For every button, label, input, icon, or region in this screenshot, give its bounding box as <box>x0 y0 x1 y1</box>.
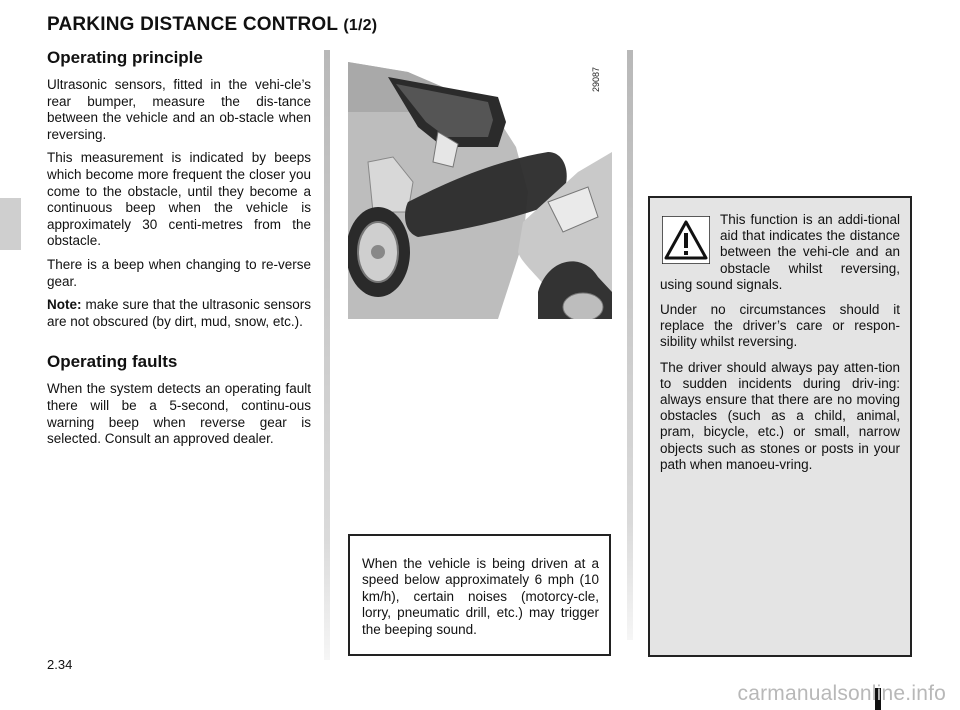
heading-operating-faults: Operating faults <box>47 352 178 372</box>
car-rear-illustration <box>348 52 612 319</box>
title-text: PARKING DISTANCE CONTROL <box>47 14 338 35</box>
left-column <box>47 48 311 455</box>
chapter-tab <box>0 198 21 250</box>
warning-paragraph-3: The driver should always pay atten-tion to sudden incidents during driv-ing: always ensure that there are no moving obstacles (such as a child, animal, pram, bicycle, etc.) or small, narrow objects such as stones or posts in your path when manoeu-vring. <box>660 359 900 472</box>
warning-box <box>648 196 912 657</box>
figure-code: 29087 <box>591 66 601 92</box>
column-divider-right <box>627 50 633 640</box>
info-box-text: When the vehicle is being driven at a speed below approximately 6 mph (10 km/h), certain noises (motorcy-cle, lorry, pneumatic drill, etc.) may trigger the beeping sound. <box>362 556 599 637</box>
principle-paragraph-1: Ultrasonic sensors, fitted in the vehi-cle’s rear bumper, measure the dis-tance between the vehicle and an ob-stacle when reversing. <box>47 77 311 142</box>
column-divider-left <box>324 50 330 660</box>
info-box <box>348 534 611 656</box>
warning-paragraph-2: Under no circumstances should it replace the driver’s care or respon-sibility whilst reversing. <box>660 302 900 350</box>
page-number: 2.34 <box>47 657 73 672</box>
watermark: carmanualsonline.info <box>737 682 946 705</box>
note-text: make sure that the ultrasonic sensors are not obscured (by dirt, mud, snow, etc.). <box>47 297 311 329</box>
warning-paragraph-1: This function is an addi-tional aid that indicates the distance between the vehi-cle and an obstacle whilst reversing, using sound signals. <box>660 212 900 292</box>
warning-triangle-icon <box>662 216 710 264</box>
heading-operating-principle: Operating principle <box>47 48 203 67</box>
note-label: Note: <box>47 297 82 313</box>
car-illustration-svg <box>348 52 612 319</box>
principle-paragraph-2: This measurement is indicated by beeps which become more frequent the closer you come to the obstacle, until they become a continuous beep when the vehicle is approximately 30 centi-metres from the obstacle. <box>47 150 311 249</box>
page-title <box>47 14 377 36</box>
faults-paragraph: When the system detects an operating fault there will be a 5-second, continu-ous warning beep when reverse gear is selected. Consult an approved dealer. <box>47 381 311 447</box>
principle-note <box>47 297 311 330</box>
principle-paragraph-3: There is a beep when changing to re-verse gear. <box>47 256 311 289</box>
title-part: (1/2) <box>343 17 378 34</box>
